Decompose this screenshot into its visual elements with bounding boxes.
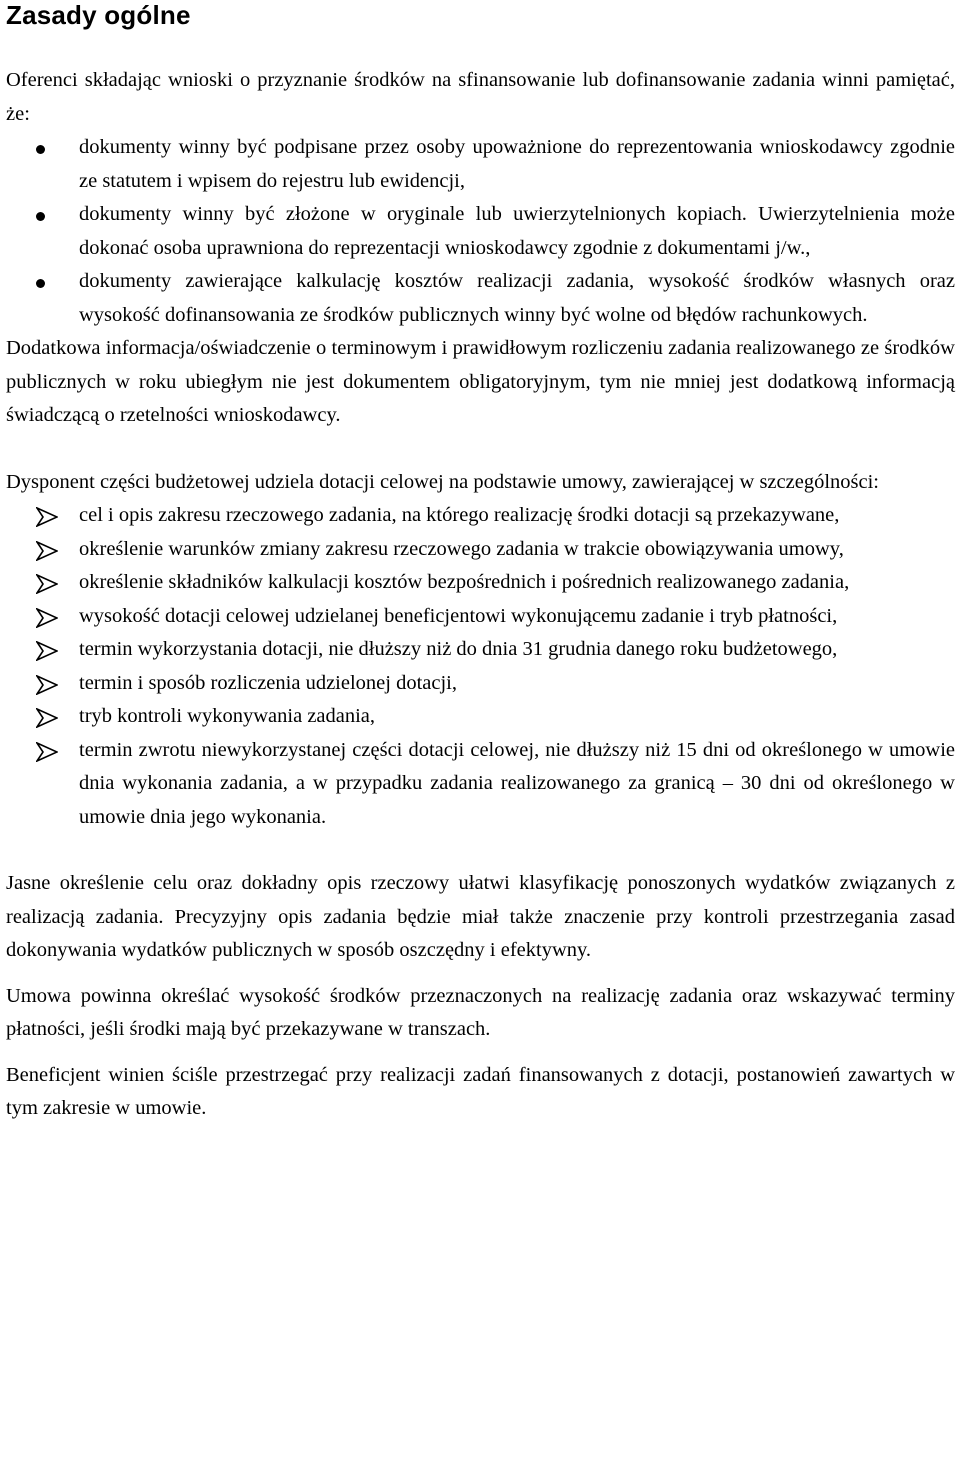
contract-amount-paragraph: Umowa powinna określać wysokość środków przeznaczonych na realizację zadania oraz wskazywać terminy płatności, jeśli środki mają być przekazywane w transzach. [6,984,955,1040]
list-item [6,734,955,835]
list-item [6,499,955,533]
contract-items-list [6,499,955,834]
list-item [6,566,955,600]
arrowhead-bullet-icon [36,608,58,628]
document-page [6,0,955,1126]
contract-intro-paragraph: Dysponent części budżetowej udziela dotacji celowej na podstawie umowy, zawierającej w szczególności: [6,470,879,493]
list-item [6,265,955,332]
bullet-icon [36,145,45,154]
bullet-icon [36,279,45,288]
intro-paragraph: Oferenci składając wnioski o przyznanie środków na sfinansowanie lub dofinansowanie zadania winni pamiętać, że: [6,69,955,125]
requirements-list [6,131,955,332]
arrowhead-bullet-icon [36,507,58,527]
arrowhead-bullet-icon [36,541,58,561]
list-item-text: wysokość dotacji celowej udzielanej beneficjentowi wykonującemu zadanie i tryb płatności, [79,604,838,627]
list-item [6,198,955,265]
list-item-text: termin wykorzystania dotacji, nie dłuższy niż do dnia 31 grudnia danego roku budżetowego, [79,638,838,660]
list-item-text: cel i opis zakresu rzeczowego zadania, na którego realizację środki dotacji są przekazywane, [79,504,840,526]
spacer [6,834,955,867]
list-item-text: dokumenty winny być podpisane przez osoby upoważnione do reprezentowania wnioskodawcy zgodnie ze statutem i wpisem do rejestru lub ewidencji, [79,136,955,192]
list-item-text: termin i sposób rozliczenia udzielonej dotacji, [79,671,457,694]
list-item-text: dokumenty zawierające kalkulację kosztów realizacji zadania, wysokość środków własnych oraz wysokość dofinansowania ze środków publicznych winny być wolne od błędów rachunkowych. [79,270,955,326]
list-item-text: określenie składników kalkulacji kosztów bezpośrednich i pośrednich realizowanego zadania, [79,571,850,593]
spacer [6,1047,955,1059]
spacer [6,433,955,466]
list-item-text: określenie warunków zmiany zakresu rzeczowego zadania w trakcie obowiązywania umowy, [79,537,844,560]
list-item [6,131,955,198]
arrowhead-bullet-icon [36,708,58,728]
list-item-text: termin zwrotu niewykorzystanej części dotacji celowej, nie dłuższy niż 15 dni od określonego w umowie dnia wykonania zadania, a w przypadku zadania realizowanego za granicą – 30 dni od określonego w umowie dnia jego wykonania. [79,738,955,828]
list-item [6,700,955,734]
spacer [6,30,955,64]
list-item [6,600,955,634]
arrowhead-bullet-icon [36,574,58,594]
list-item-text: dokumenty winny być złożone w oryginale lub uwierzytelnionych kopiach. Uwierzytelnienia może dokonać osoba uprawniona do reprezentacji wnioskodawcy zgodnie z dokumentami j/w., [79,203,955,259]
arrowhead-bullet-icon [36,675,58,695]
list-item [6,633,955,667]
bullet-icon [36,212,45,221]
classification-paragraph: Jasne określenie celu oraz dokładny opis rzeczowy ułatwi klasyfikację ponoszonych wydatków związanych z realizacją zadania. Precyzyjny opis zadania będzie miał także znaczenie przy kontroli przestrzegania zasad dokonywania wydatków publicznych w sposób oszczędny i efektywny. [6,872,955,961]
list-item-text: tryb kontroli wykonywania zadania, [79,705,376,727]
spacer [6,968,955,980]
list-item [6,533,955,567]
beneficiary-paragraph: Beneficjent winien ściśle przestrzegać przy realizacji zadań finansowanych z dotacji, postanowień zawartych w tym zakresie w umowie. [6,1063,955,1119]
arrowhead-bullet-icon [36,742,58,762]
arrowhead-bullet-icon [36,641,58,661]
page-title: Zasady ogólne [6,0,191,30]
list-item [6,667,955,701]
additional-info-paragraph: Dodatkowa informacja/oświadczenie o terminowym i prawidłowym rozliczeniu zadania realizowanego ze środków publicznych w roku ubiegłym nie jest dokumentem obligatoryjnym, tym nie mniej jest dodatkową informacją świadczącą o rzetelności wnioskodawcy. [6,337,955,426]
